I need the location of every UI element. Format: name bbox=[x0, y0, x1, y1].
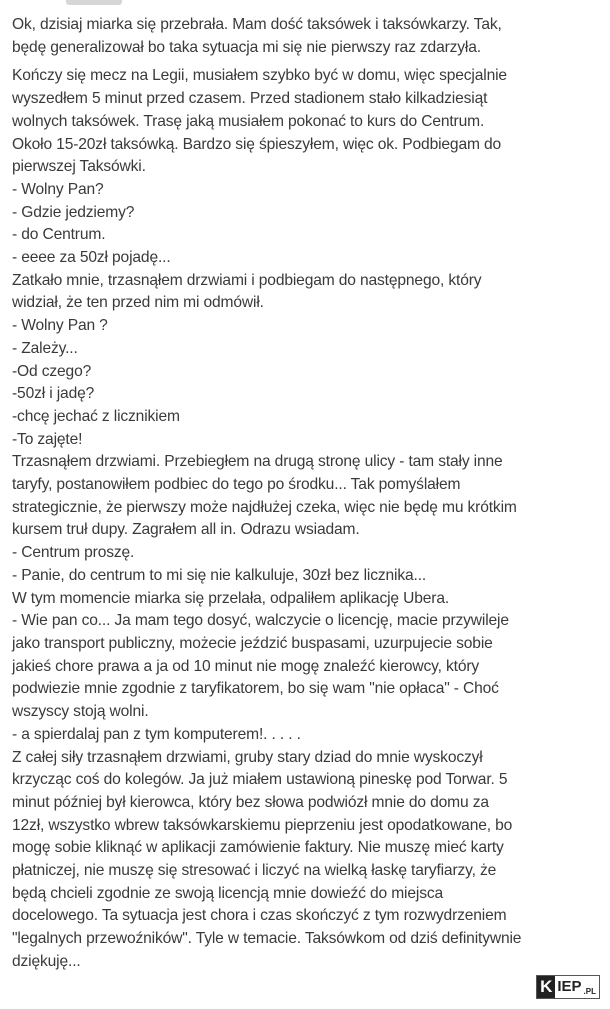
text-line: -Od czego? bbox=[12, 362, 92, 380]
text-line: strategicznie, że pierwszy może najdłużej czeka, więc nie będę mu krótkim bbox=[12, 498, 517, 516]
text-line: jako transport publiczny, możecie jeździć buspasami, uzurpujecie sobie bbox=[12, 634, 493, 652]
text-line: - a spierdalaj pan z tym komputerem!. . . . . bbox=[12, 725, 301, 743]
text-line: - Wolny Pan? bbox=[12, 180, 104, 198]
avatar bbox=[66, 0, 122, 5]
text-line: będę generalizował bo taka sytuacja mi się nie pierwszy raz zdarzyła. bbox=[12, 38, 481, 56]
text-line: płatniczej, nie muszę się stresować i liczyć na wielką łaskę taryfiarzy, że bbox=[12, 862, 497, 880]
text-line: - Wie pan co... Ja mam tego dosyć, walczycie o licencję, macie przywileje bbox=[12, 612, 509, 630]
text-line: będą chcieli zgodnie ze swoją licencją mnie dowieźć do miejsca bbox=[12, 884, 444, 902]
kiep-watermark-logo bbox=[536, 975, 600, 999]
text-line: Około 15-20zł taksówką. Bardzo się śpieszyłem, więc ok. Podbiegam do bbox=[12, 135, 502, 153]
text-line: dziękuję... bbox=[12, 952, 81, 970]
text-line: Zatkało mnie, trzasnąłem drzwiami i podbiegam do następnego, który bbox=[12, 271, 482, 289]
text-line: - Gdzie jedziemy? bbox=[12, 203, 135, 221]
watermark-iep: IEP bbox=[557, 978, 582, 995]
text-line: "legalnych przewoźników". Tyle w temacie. Taksówkom od dziś definitywnie bbox=[12, 930, 522, 948]
text-line: jakieś chore prawa a ja od 10 minut nie mogę znaleźć kierowcy, który bbox=[12, 657, 480, 675]
text-line: mogę sobie kliknąć w aplikacji zamówienie faktury. Nie muszę mieć karty bbox=[12, 839, 504, 857]
text-line: wyszedłem 5 minut przed czasem. Przed stadionem stało kilkadziesiąt bbox=[12, 90, 488, 108]
text-line: - Panie, do centrum to mi się nie kalkuluje, 30zł bez licznika... bbox=[12, 566, 427, 584]
text-line: minut później był kierowca, który bez słowa podwiózł mnie do domu za bbox=[12, 793, 489, 811]
text-line: - Wolny Pan ? bbox=[12, 317, 108, 335]
text-line: Z całej siły trzasnąłem drzwiami, gruby stary dziad do mnie wyskoczył bbox=[12, 748, 483, 766]
text-line: Ok, dzisiaj miarka się przebrała. Mam dość taksówek i taksówkarzy. Tak, bbox=[12, 16, 502, 33]
text-line: -chcę jechać z licznikiem bbox=[12, 407, 180, 425]
text-line: - Centrum proszę. bbox=[12, 544, 135, 562]
text-line: wszyscy stoją wolni. bbox=[12, 703, 149, 721]
text-line: Kończy się mecz na Legii, musiałem szybko być w domu, więc specjalnie bbox=[12, 67, 507, 85]
post-paragraph bbox=[12, 14, 600, 59]
text-line: taryfy, postanowiłem podbiec do tego po środku... Tak pomyślałem bbox=[12, 476, 461, 494]
text-line: wolnych taksówek. Trasę jaką musiałem pokonać to kurs do Centrum. bbox=[12, 112, 485, 130]
header-strip bbox=[0, 0, 610, 10]
text-line: pierwszej Taksówki. bbox=[12, 158, 146, 176]
post-body bbox=[12, 14, 600, 974]
text-line: -To zajęte! bbox=[12, 430, 83, 448]
text-line: -50zł i jadę? bbox=[12, 385, 95, 403]
text-line: krzycząc coś do kolegów. Ja już miałem ustawioną pineskę pod Torwar. 5 bbox=[12, 771, 508, 789]
text-line: - Zależy... bbox=[12, 339, 78, 357]
text-line: docelowego. Ta sytuacja jest chora i czas skończyć z tym rozwydrzeniem bbox=[12, 907, 507, 925]
watermark-tld: .PL bbox=[583, 987, 596, 996]
watermark-k: K bbox=[537, 976, 555, 998]
text-line: podwiezie mnie zgodnie z taryfikatorem, bo się wam "nie opłaca" - Choć bbox=[12, 680, 499, 698]
post-paragraph bbox=[12, 65, 600, 973]
text-line: - eeee za 50zł pojadę... bbox=[12, 249, 171, 267]
text-line: widział, że ten przed nim mi odmówił. bbox=[12, 294, 264, 312]
text-line: 12zł, wszystko wbrew taksówkarskiemu pieprzeniu jest opodatkowane, bo bbox=[12, 816, 513, 834]
text-line: W tym momencie miarka się przelała, odpaliłem aplikację Ubera. bbox=[12, 589, 450, 607]
text-line: Trzasnąłem drzwiami. Przebiegłem na drugą stronę ulicy - tam stały inne bbox=[12, 453, 503, 471]
text-line: - do Centrum. bbox=[12, 226, 106, 244]
text-line: kursem truł dupy. Zagrałem all in. Odrazu wsiadam. bbox=[12, 521, 360, 539]
